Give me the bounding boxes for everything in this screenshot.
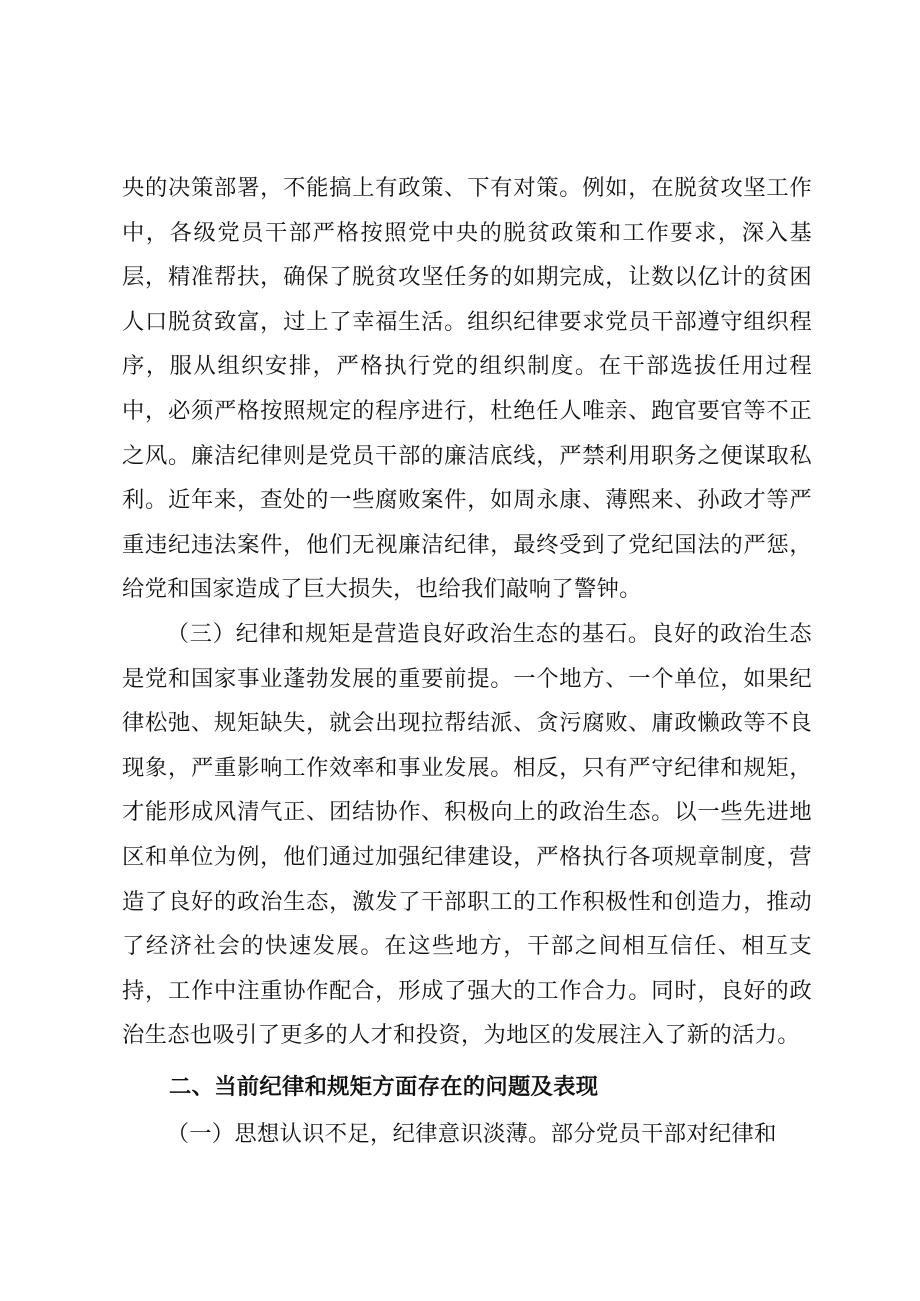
- paragraph-continuation: 央的决策部署，不能搞上有政策、下有对策。例如，在脱贫攻坚工作中，各级党员干部严格按照党中央的脱贫政策和工作要求，深入基层，精准帮扶，确保了脱贫攻坚任务的如期完成，让数以亿计的贫困人口脱贫致富，过上了幸福生活。组织纪律要求党员干部遵守组织程序，服从组织安排，严格执行党的组织制度。在干部选拔任用过程中，必须严格按照规定的程序进行，杜绝任人唯亲、跑官要官等不正之风。廉洁纪律则是党员干部的廉洁底线，严禁利用职务之便谋取私利。近年来，查处的一些腐败案件，如周永康、薄熙来、孙政才等严重违纪违法案件，他们无视廉洁纪律，最终受到了党纪国法的严惩，给党和国家造成了巨大损失，也给我们敲响了警钟。: [122, 175, 812, 603]
- document-body: [122, 166, 812, 1157]
- paragraph-section-three: （三）纪律和规矩是营造良好政治生态的基石。良好的政治生态是党和国家事业蓬勃发展的重要前提。一个地方、一个单位，如果纪律松弛、规矩缺失，就会出现拉帮结派、贪污腐败、庸政懒政等不良现象，严重影响工作效率和事业发展。相反，只有严守纪律和规矩，才能形成风清气正、团结协作、积极向上的政治生态。以一些先进地区和单位为例，他们通过加强纪律建设，严格执行各项规章制度，营造了良好的政治生态，激发了干部职工的工作积极性和创造力，推动了经济社会的快速发展。在这些地方，干部之间相互信任、相互支持，工作中注重协作配合，形成了强大的工作合力。同时，良好的政治生态也吸引了更多的人才和投资，为地区的发展注入了新的活力。: [122, 620, 812, 1049]
- paragraph-subsection-one: （一）思想认识不足，纪律意识淡薄。部分党员干部对纪律和: [166, 1121, 777, 1148]
- section-heading: 二、当前纪律和规矩方面存在的问题及表现: [169, 1073, 599, 1100]
